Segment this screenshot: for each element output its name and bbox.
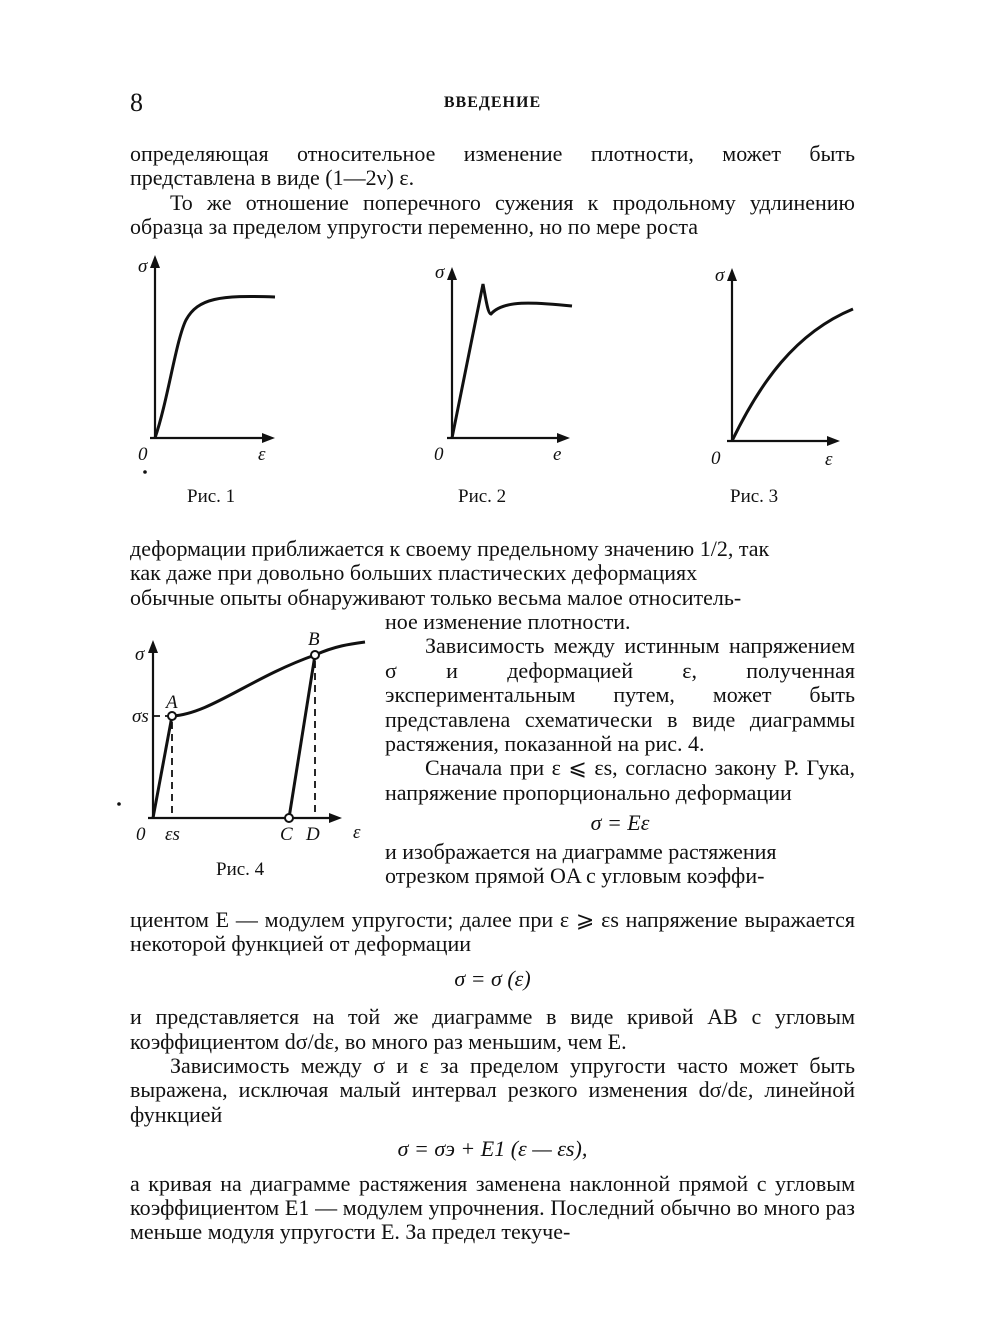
paragraph: а кривая на диаграмме растяжения заменена наклонной прямой с угловым коэффициентом E1 — модулем упрочнения. Последний обычно во много раз меньше модуля упругости E. За предел текуче- <box>130 1170 855 1245</box>
figure-2-caption: Рис. 2 <box>458 486 507 507</box>
origin-label: 0 <box>136 824 146 845</box>
origin-label: 0 <box>434 444 444 465</box>
text-block-bottom <box>130 908 855 1245</box>
paragraph: определяющая относительное изменение плотности, может быть представлена в виде (1—2ν) ε. <box>130 141 855 191</box>
sigma-s-label: σs <box>132 706 149 727</box>
equation: σ = Eε <box>590 810 650 836</box>
paragraph: Сначала при ε ⩽ εs, согласно закону Р. Гука, напряжение пропорционально деформации <box>385 755 855 805</box>
figure-1 <box>130 250 290 480</box>
text-block-middle <box>130 537 855 610</box>
equation: σ = σэ + E1 (ε — εs), <box>397 1136 588 1162</box>
paragraph: циентом E — модулем упругости; далее при ε ⩾ εs напряжение выражается некоторой функцией от деформации <box>130 907 855 957</box>
figure-1-caption: Рис. 1 <box>187 486 236 507</box>
figure-2 <box>425 262 585 477</box>
figure-3 <box>705 263 865 478</box>
stray-dot <box>143 470 147 474</box>
point-c-label: C <box>280 824 293 845</box>
axis-label-x: ε <box>825 449 833 470</box>
point-d-label: D <box>306 824 320 845</box>
axis-label-y: σ <box>138 256 148 277</box>
equation: σ = σ (ε) <box>454 965 531 991</box>
text-block-top <box>130 142 855 240</box>
stray-dot <box>117 802 121 806</box>
axis-label-x: e <box>553 444 562 465</box>
figure-3-caption: Рис. 3 <box>730 486 779 507</box>
line: ное изменение плотности. <box>385 609 631 634</box>
point-a-label: A <box>166 692 178 713</box>
origin-label: 0 <box>711 448 721 469</box>
text-block-side <box>385 610 855 888</box>
running-head: ВВЕДЕНИЕ <box>443 94 542 111</box>
origin-label: 0 <box>138 444 148 465</box>
axis-label-y: σ <box>435 262 445 283</box>
axis-label-y: σ <box>715 265 725 286</box>
paragraph: То же отношение поперечного сужения к продольному удлинению образца за пределом упругости переменно, но по мере роста <box>130 189 855 240</box>
axis-label-x: ε <box>353 822 361 843</box>
page-number: 8 <box>130 88 143 117</box>
figure-4 <box>110 628 380 853</box>
axis-label-x: ε <box>258 444 266 465</box>
line: как даже при довольно больших пластических деформациях <box>130 560 698 586</box>
line: деформации приближается к своему предельному значению 1/2, так <box>130 536 770 561</box>
axis-label-y: σ <box>135 644 145 665</box>
line: отрезком прямой OA с угловым коэффи- <box>385 863 765 889</box>
figure-4-caption: Рис. 4 <box>216 859 265 880</box>
point-b-label: B <box>308 629 320 650</box>
line: и изображается на диаграмме растяжения <box>385 838 777 864</box>
paragraph: Зависимость между σ и ε за пределом упругости часто может быть выражена, исключая малый интервал резкого изменения dσ/dε, линейной функцией <box>130 1053 855 1127</box>
page-header <box>130 88 855 120</box>
paragraph: Зависимость между истинным напряжением σ и деформацией ε, полученная экспериментальным путем, может быть представлена схематически в виде диаграммы растяжения, показанной на рис. 4. <box>385 633 855 757</box>
paragraph: и представляется на той же диаграмме в виде кривой AB с угловым коэффициентом dσ/dε, во много раз меньшим, чем E. <box>130 1004 855 1054</box>
eps-s-label: εs <box>165 824 180 845</box>
line: обычные опыты обнаруживают только весьма малое относитель- <box>130 584 742 610</box>
